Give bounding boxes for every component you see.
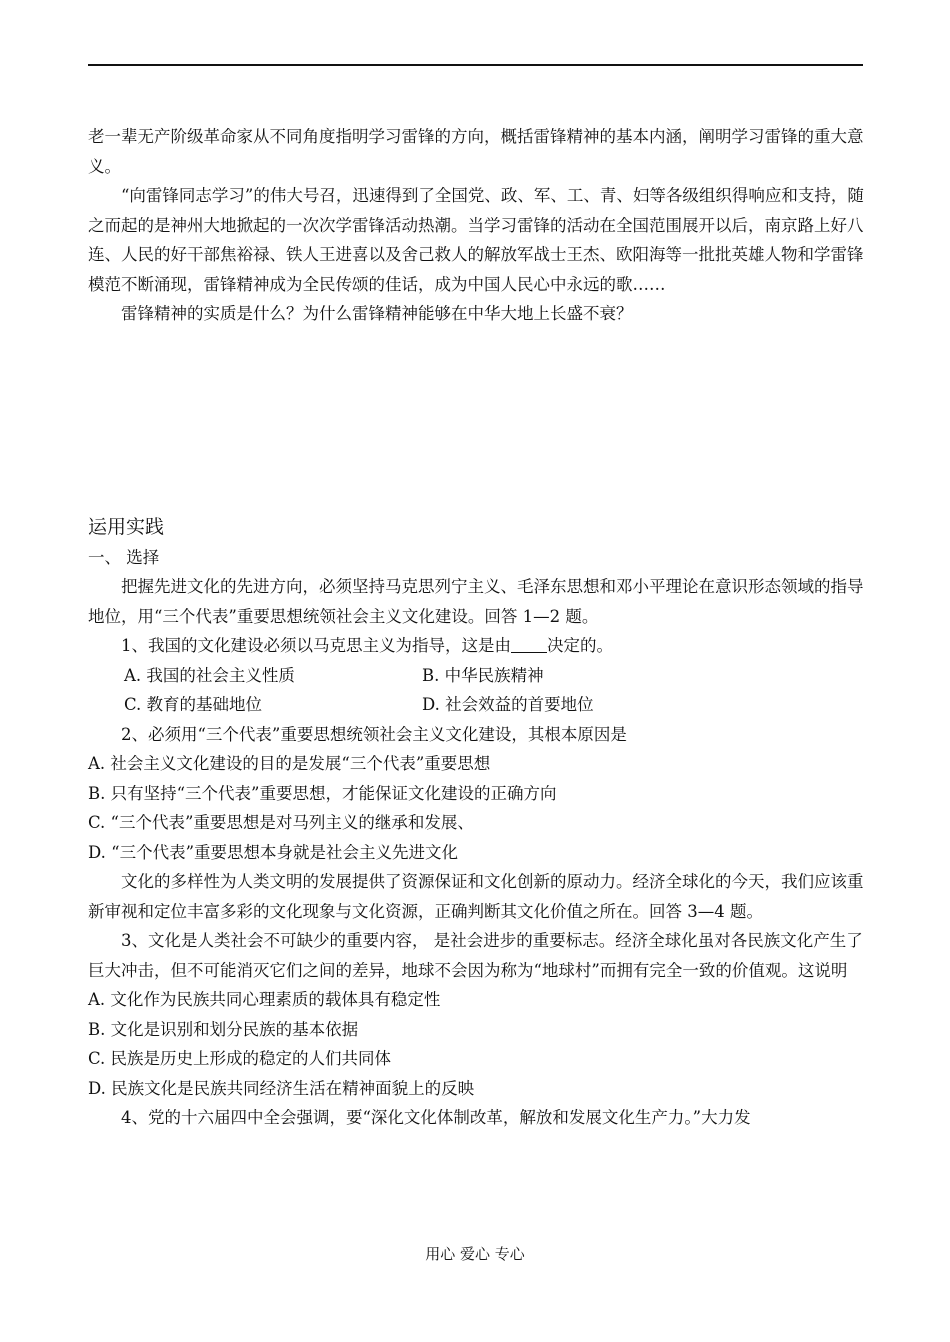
option-d: D. 民族文化是民族共同经济生活在精神面貌上的反映 [88,1078,475,1098]
question-1-options-row-2 [88,690,868,720]
header-rule [88,64,863,66]
section-title: 运用实践 [88,515,165,538]
option-a: A. 社会主义文化建设的目的是发展“三个代表”重要思想 [88,754,491,773]
intro-question: 雷锋精神的实质是什么？为什么雷锋精神能够在中华大地上长盛不衰？ [121,304,633,323]
option-a: A. 文化作为民族共同心理素质的载体具有稳定性 [88,990,441,1009]
question-stem-2: 文化的多样性为人类文明的发展提供了资源保证和文化创新的原动力。经济全球化的今天，我们应该重新审视和定位丰富多彩的文化现象与文化资源，正确判断其文化价值之所在。回答 3—4 题。 [88,872,864,921]
question-1-text-end: 决定的。 [547,636,613,655]
section-subtitle: 一、 选择 [88,547,160,567]
question-1-text: 1、我国的文化建设必须以马克思主义为指导，这是由 [121,636,511,655]
document-body [88,122,868,1133]
question-2: 2、必须用“三个代表”重要思想统领社会主义文化建设，其根本原因是 [121,724,627,744]
question-1-options-row-1 [88,661,868,691]
option-c: C. 民族是历史上形成的稳定的人们共同体 [88,1049,392,1068]
answer-blank [511,636,547,653]
option-c: C. 教育的基础地位 [124,695,263,714]
option-b: B. 中华民族精神 [422,665,544,685]
option-b: B. 文化是识别和划分民族的基本依据 [88,1019,359,1039]
answer-space [88,329,868,511]
intro-paragraph-2: “向雷锋同志学习”的伟大号召，迅速得到了全国党、政、军、工、青、妇等各级组织得响应和支持，随之而起的是神州大地掀起的一次次学雷锋活动热潮。当学习雷锋的活动在全国范围展开以后，南京路上好八连、人民的好干部焦裕禄、铁人王进喜以及舍己救人的解放军战士王杰、欧阳海等一批批英雄人物和学雷锋模范不断涌现，雷锋精神成为全民传颂的佳话，成为中国人民心中永远的歌…… [88,186,864,294]
question-1 [88,631,868,661]
option-c: C. “三个代表”重要思想是对马列主义的继承和发展、 [88,813,474,832]
intro-paragraph-1: 老一辈无产阶级革命家从不同角度指明学习雷锋的方向，概括雷锋精神的基本内涵，阐明学习雷锋的重大意义。 [88,127,864,176]
question-4: 4、党的十六届四中全会强调，要“深化文化体制改革，解放和发展文化生产力。”大力发 [121,1108,751,1127]
question-stem-1: 把握先进文化的先进方向，必须坚持马克思列宁主义、毛泽东思想和邓小平理论在意识形态领域的指导地位，用“三个代表”重要思想统领社会主义文化建设。回答 1—2 题。 [88,577,864,626]
question-3: 3、文化是人类社会不可缺少的重要内容， 是社会进步的重要标志。经济全球化虽对各民族文化产生了巨大冲击，但不可能消灭它们之间的差异，地球不会因为称为“地球村”而拥有完全一致的价值观。这说明 [88,931,863,980]
page-footer: 用心 爱心 专心 [425,1245,525,1263]
option-d: D. “三个代表”重要思想本身就是社会主义先进文化 [88,842,459,862]
option-b: B. 只有坚持“三个代表”重要思想，才能保证文化建设的正确方向 [88,783,557,803]
option-d: D. 社会效益的首要地位 [422,695,594,714]
option-a: A. 我国的社会主义性质 [124,665,295,685]
